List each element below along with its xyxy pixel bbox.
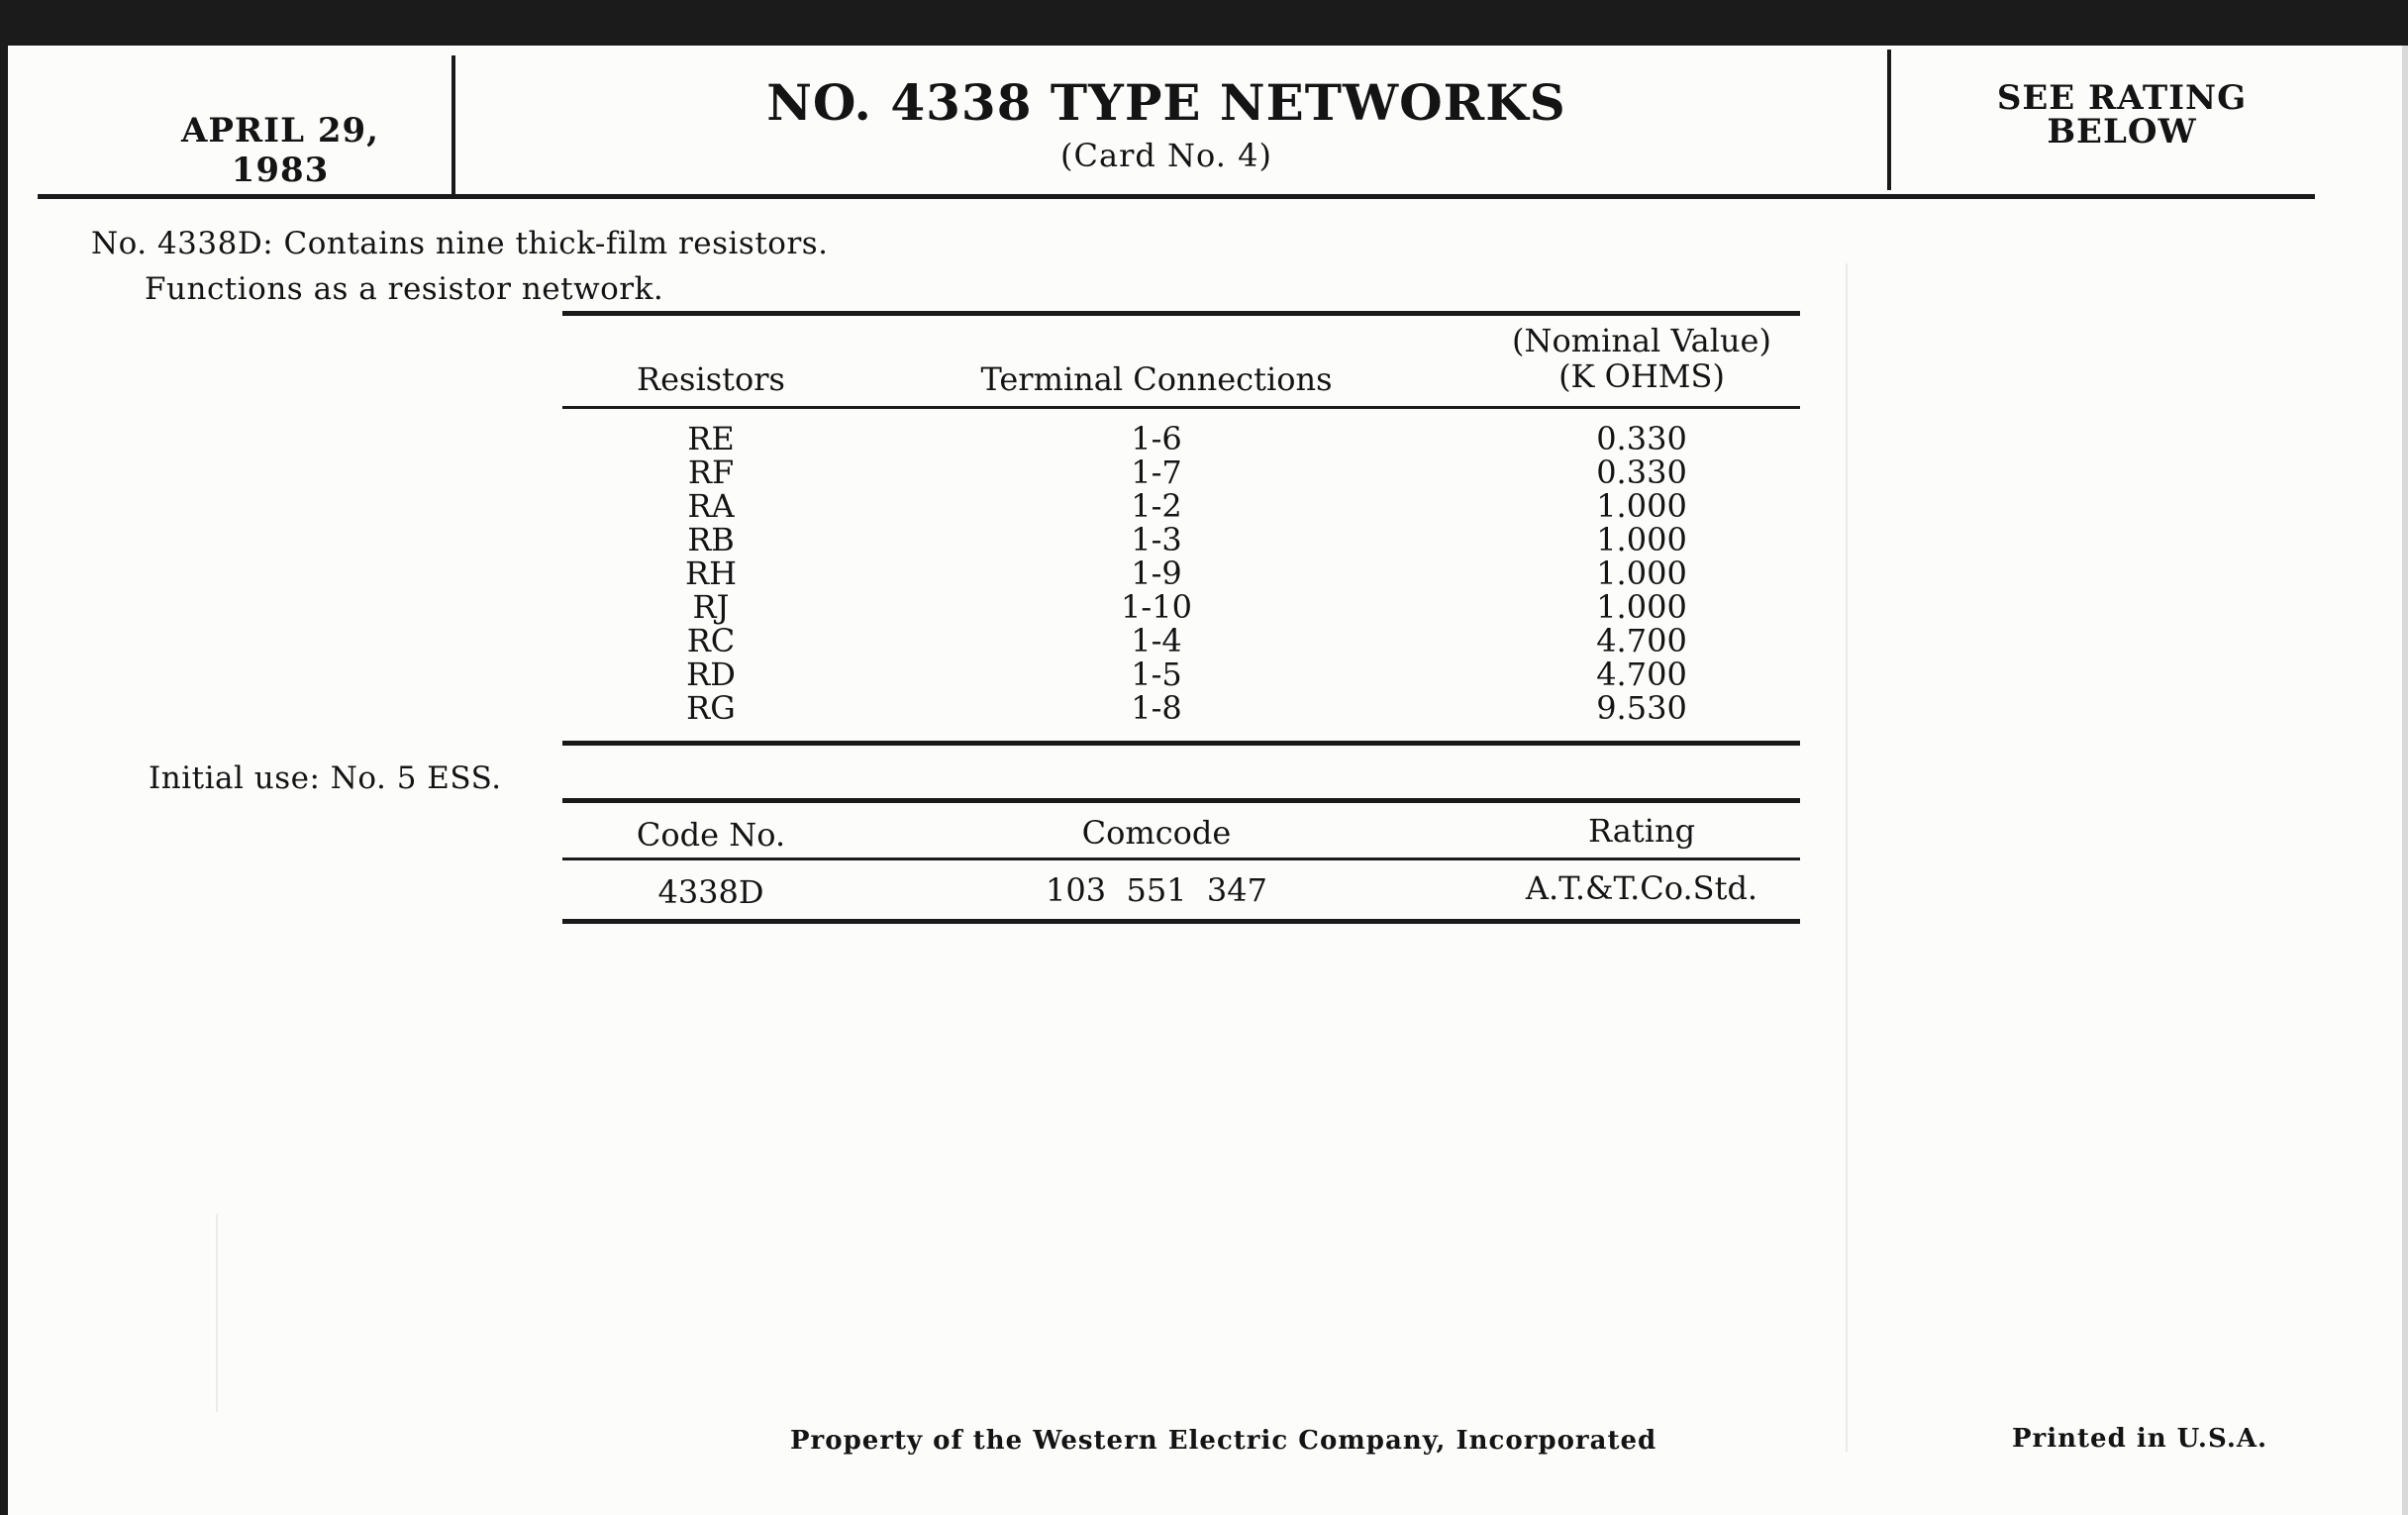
card-edge: [2402, 46, 2408, 1515]
footer-printed: Printed in U.S.A.: [2012, 1424, 2268, 1454]
initial-use: Initial use: No. 5 ESS.: [149, 760, 502, 796]
table-row: [562, 422, 1800, 455]
header-resistors: Resistors: [637, 360, 785, 398]
terminal-cell: 1-8: [1131, 689, 1182, 727]
resistor-cell: RC: [686, 622, 736, 659]
terminal-cell: 1-3: [1131, 521, 1182, 558]
table-row: [562, 556, 1800, 590]
header-nominal-value-line2: (K OHMS): [1558, 357, 1725, 395]
header-nominal-value-line1: (Nominal Value): [1512, 322, 1771, 359]
table-row: [562, 523, 1800, 556]
header-code-no: Code No.: [636, 816, 786, 854]
issue-date: APRIL 29, 1983: [180, 111, 379, 190]
value-cell: 0.330: [1596, 420, 1687, 457]
paper-mark: [1846, 263, 1848, 1452]
header-rule: [38, 194, 2315, 199]
rating-note-line1: SEE RATING: [1996, 78, 2248, 118]
value-cell: 1.000: [1596, 487, 1687, 525]
rating-note: [1894, 78, 2350, 152]
description-line-1: No. 4338D: Contains nine thick-film resistors.: [91, 226, 829, 261]
resistor-cell: RG: [686, 689, 736, 727]
table-row: [562, 657, 1800, 691]
table-row: [562, 624, 1800, 657]
header-terminal-connections: Terminal Connections: [980, 360, 1333, 398]
terminal-cell: 1-2: [1131, 487, 1182, 525]
table-row: [562, 489, 1800, 523]
resistor-table-top-rule: [562, 311, 1800, 316]
table-row: [562, 691, 1800, 725]
terminal-cell: 1-6: [1131, 420, 1182, 457]
terminal-cell: 1-9: [1131, 555, 1182, 592]
value-cell: 0.330: [1596, 454, 1687, 491]
card-number: (Card No. 4): [1060, 137, 1272, 174]
value-cell: 4.700: [1596, 622, 1687, 659]
catalog-card: [8, 46, 2408, 1515]
code-cell: 4338D: [657, 873, 764, 911]
terminal-cell: 1-7: [1131, 454, 1182, 491]
resistor-table-body: [562, 422, 1800, 725]
resistor-table-bottom-rule: [562, 741, 1800, 746]
terminal-cell: 1-4: [1131, 622, 1182, 659]
value-cell: 9.530: [1596, 689, 1687, 727]
rating-note-line2: BELOW: [2047, 112, 2197, 152]
resistor-cell: RB: [687, 521, 735, 558]
header-divider-right: [1887, 50, 1891, 190]
resistor-table-header-rule: [562, 406, 1800, 409]
resistor-cell: RE: [687, 420, 735, 457]
header-rating: Rating: [1587, 812, 1696, 850]
code-table-bottom-rule: [562, 919, 1800, 924]
footer-property: Property of the Western Electric Company, Incorporated: [790, 1426, 1657, 1456]
header-nominal-value: [1434, 323, 1850, 394]
resistor-cell: RF: [687, 454, 735, 491]
code-table-top-rule: [562, 798, 1800, 803]
rating-cell: A.T.&T.Co.Std.: [1525, 869, 1758, 907]
paper-mark: [216, 1214, 218, 1412]
header-comcode: Comcode: [1081, 814, 1232, 852]
description-line-2: Functions as a resistor network.: [145, 271, 664, 307]
page-title: NO. 4338 TYPE NETWORKS: [766, 73, 1566, 132]
resistor-cell: RJ: [692, 588, 730, 626]
terminal-cell: 1-10: [1121, 588, 1192, 626]
table-row: [562, 590, 1800, 624]
terminal-cell: 1-5: [1131, 656, 1182, 693]
comcode-cell: 103 551 347: [1046, 871, 1267, 909]
value-cell: 4.700: [1596, 656, 1687, 693]
resistor-cell: RA: [687, 487, 735, 525]
code-table-header-rule: [562, 858, 1800, 860]
resistor-cell: RH: [685, 555, 737, 592]
value-cell: 1.000: [1596, 555, 1687, 592]
table-row: [562, 455, 1800, 489]
value-cell: 1.000: [1596, 521, 1687, 558]
value-cell: 1.000: [1596, 588, 1687, 626]
resistor-cell: RD: [686, 656, 736, 693]
